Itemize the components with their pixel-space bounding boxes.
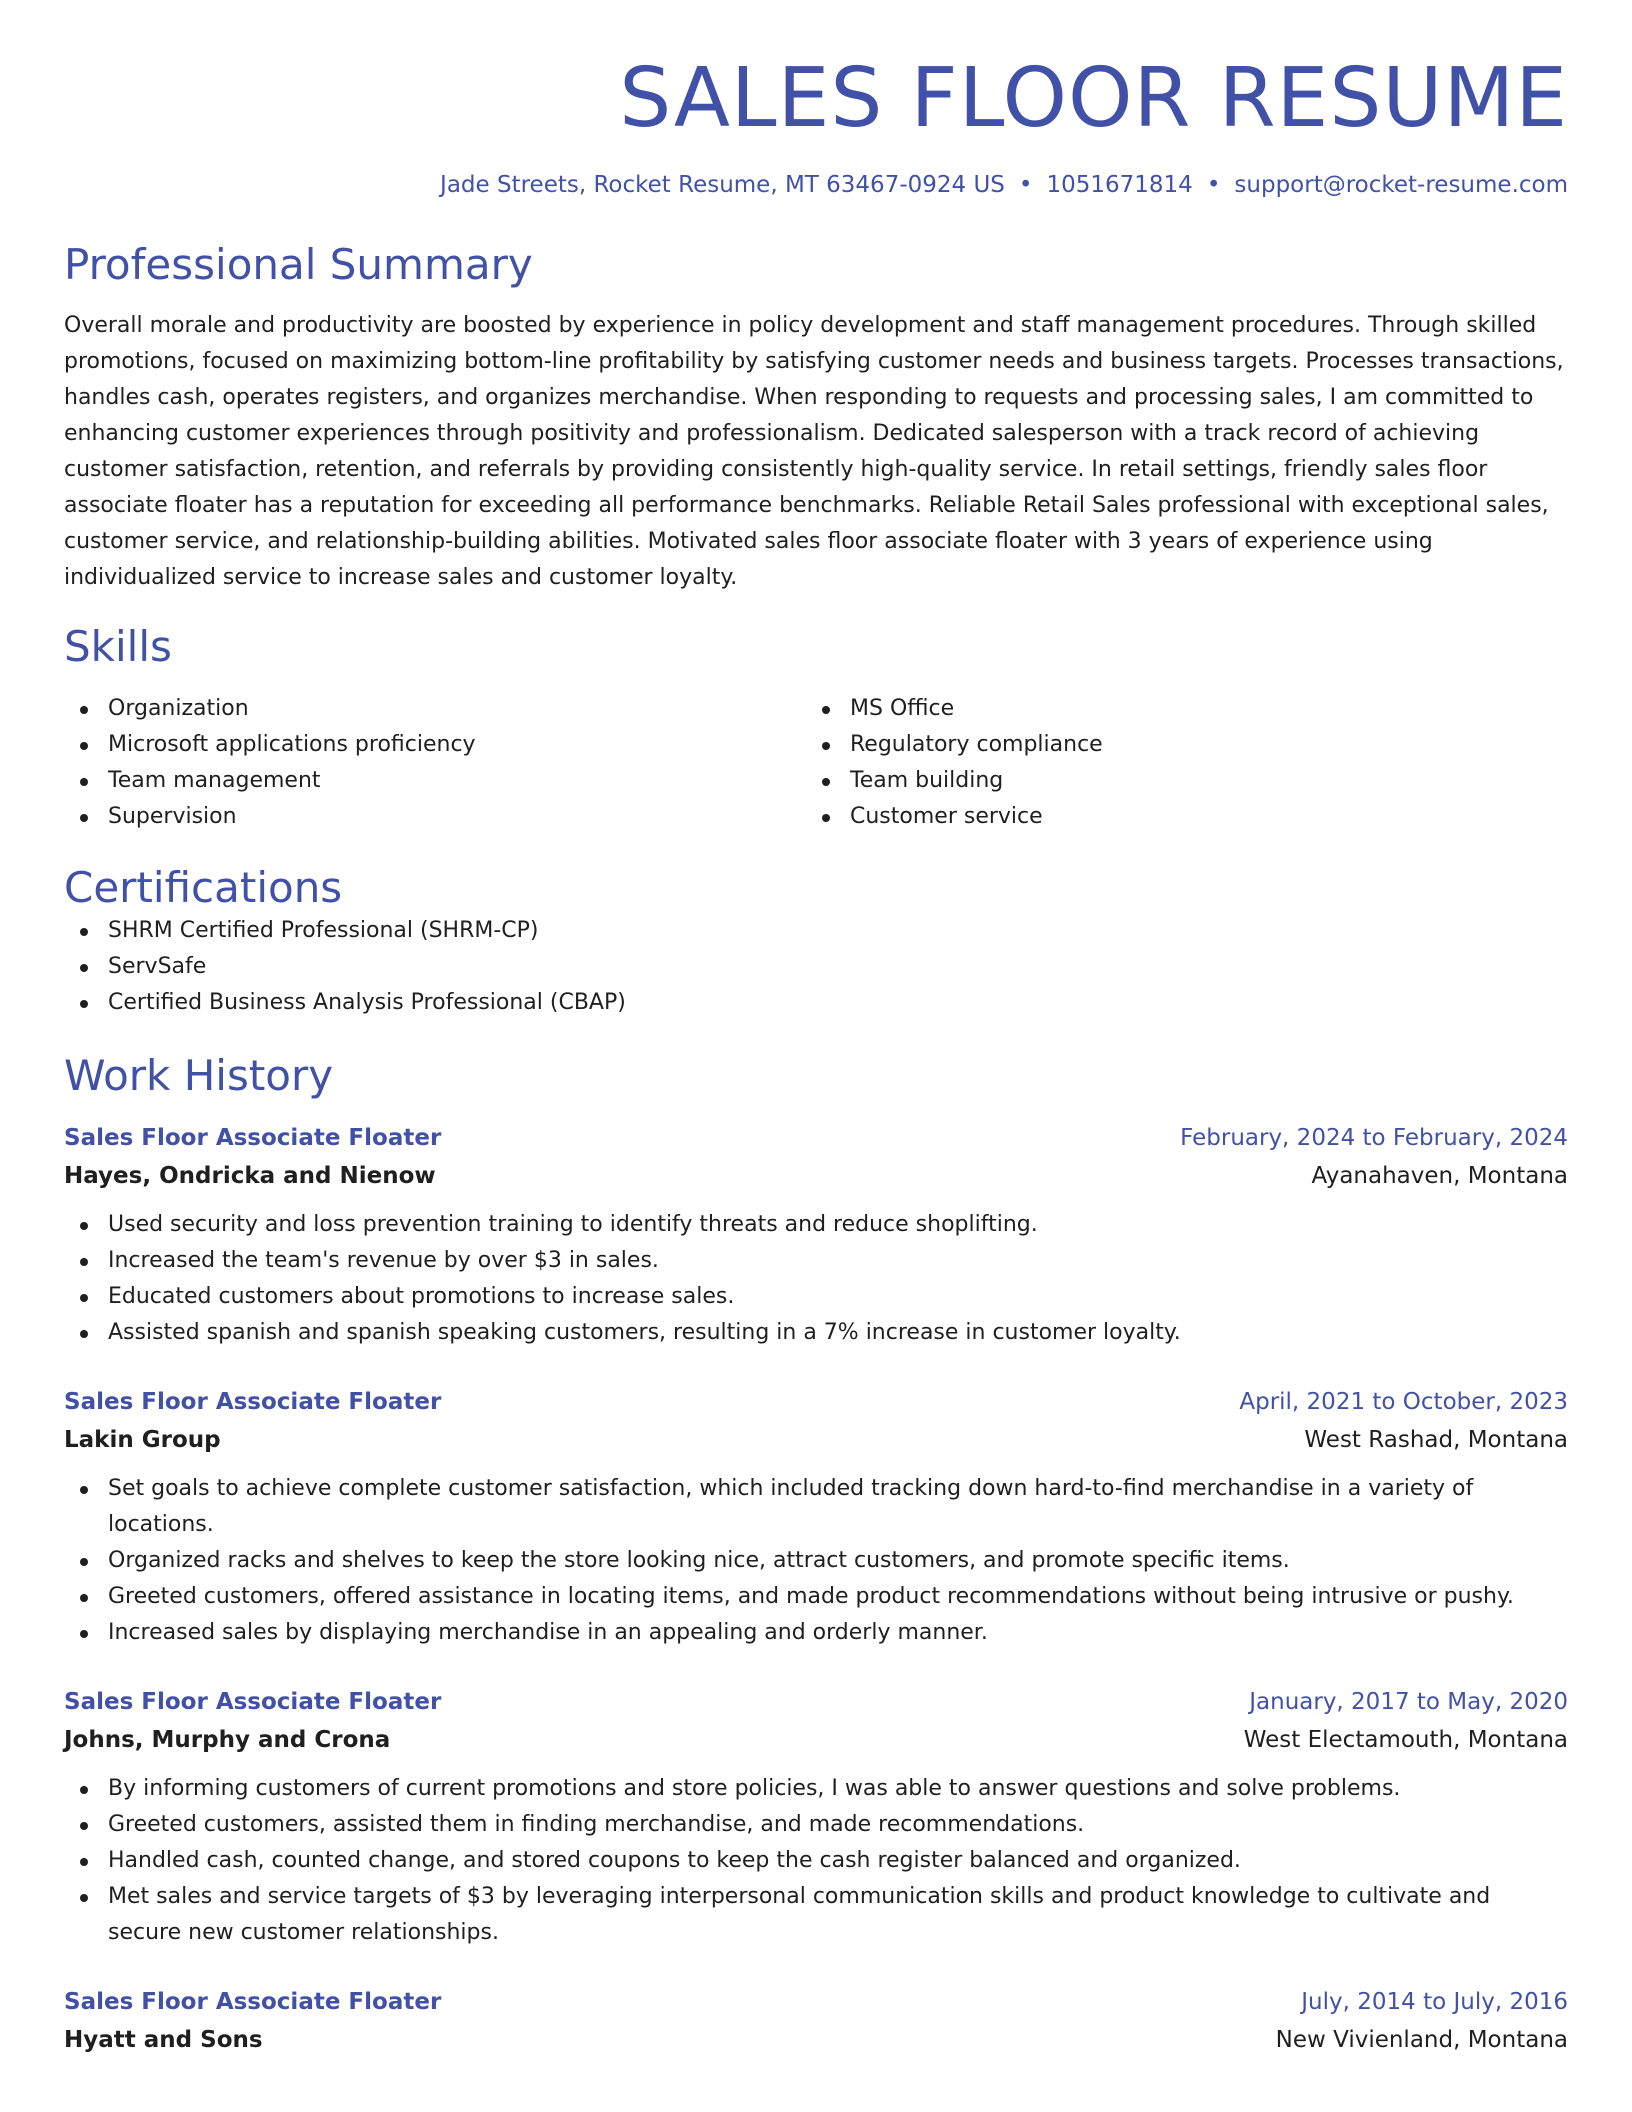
skill-item: Team building <box>806 763 1548 799</box>
job-company: Lakin Group <box>64 1427 221 1454</box>
contact-separator: • <box>1018 172 1033 199</box>
work-history-heading: Work History <box>64 1051 334 1101</box>
certification-item: Certified Business Analysis Professional (CBAP) <box>64 985 1568 1021</box>
certification-item: ServSafe <box>64 949 1568 985</box>
job-dates: February, 2024 to February, 2024 <box>1180 1125 1568 1152</box>
summary-text: Overall morale and productivity are boosted by experience in policy development and staff management procedures. Through skilled promotions, focused on maximizing bottom-line profitability by satisfying customer needs and business targets. Processes transactions, handles cash, operates registers, and organizes merchandise. When responding to requests and processing sales, I am committed to enhancing customer experiences through positivity and professionalism. Dedicated salesperson with a track record of achieving customer satisfaction, retention, and referrals by providing consistently high-quality service. In retail settings, friendly sales floor associate floater has a reputation for exceeding all performance benchmarks. Reliable Retail Sales professional with exceptional sales, customer service, and relationship-building abilities. Motivated sales floor associate floater with 3 years of experience using individualized service to increase sales and customer loyalty. <box>64 313 1564 591</box>
contact-address: Jade Streets, Rocket Resume, MT 63467-0924 US <box>440 172 1005 199</box>
job-duty-item: Increased sales by displaying merchandise in an appealing and orderly manner. <box>64 1615 1568 1651</box>
job-company-row <box>64 2021 1568 2059</box>
skills-column-right <box>806 691 1548 835</box>
skills-heading: Skills <box>64 622 172 672</box>
skills-list-left <box>64 691 806 835</box>
certifications-list <box>64 913 1568 1021</box>
job-duty-item: Greeted customers, offered assistance in locating items, and made product recommendations without being intrusive or pushy. <box>64 1579 1568 1615</box>
job-title: Sales Floor Associate Floater <box>64 1125 442 1152</box>
job-duty-item: Handled cash, counted change, and stored coupons to keep the cash register balanced and organized. <box>64 1843 1568 1879</box>
job-duty-item: Educated customers about promotions to increase sales. <box>64 1279 1568 1315</box>
job-header-row <box>64 1683 1568 1721</box>
job-duties-list <box>64 1471 1568 1651</box>
job-title: Sales Floor Associate Floater <box>64 1989 442 2016</box>
job-duty-item: Greeted customers, assisted them in finding merchandise, and made recommendations. <box>64 1807 1568 1843</box>
job-header-row <box>64 1119 1568 1157</box>
job-location: West Electamouth, Montana <box>1243 1727 1568 1754</box>
job-duties-list <box>64 1207 1568 1351</box>
job-title: Sales Floor Associate Floater <box>64 1689 442 1716</box>
contact-line <box>64 172 1568 200</box>
job-title: Sales Floor Associate Floater <box>64 1389 442 1416</box>
skill-item: Customer service <box>806 799 1548 835</box>
job-dates: April, 2021 to October, 2023 <box>1239 1389 1568 1416</box>
skills-column-left <box>64 691 806 835</box>
skill-item: Microsoft applications proficiency <box>64 727 806 763</box>
job-duty-item: Assisted spanish and spanish speaking customers, resulting in a 7% increase in customer loyalty. <box>64 1315 1568 1351</box>
job-header-row <box>64 1383 1568 1421</box>
job-entry <box>64 1983 1568 2059</box>
job-company: Hayes, Ondricka and Nienow <box>64 1163 436 1190</box>
job-entry <box>64 1119 1568 1351</box>
job-duty-item: Organized racks and shelves to keep the store looking nice, attract customers, and promote specific items. <box>64 1543 1568 1579</box>
skill-item: Organization <box>64 691 806 727</box>
job-company: Johns, Murphy and Crona <box>64 1727 391 1754</box>
job-duty-item: Set goals to achieve complete customer satisfaction, which included tracking down hard-to-find merchandise in a variety of locations. <box>64 1471 1568 1543</box>
job-entry <box>64 1683 1568 1951</box>
job-location: West Rashad, Montana <box>1304 1427 1568 1454</box>
job-duty-item: By informing customers of current promotions and store policies, I was able to answer questions and solve problems. <box>64 1771 1568 1807</box>
skills-list-right <box>806 691 1548 835</box>
job-company-row <box>64 1421 1568 1459</box>
job-dates: July, 2014 to July, 2016 <box>1301 1989 1568 2016</box>
job-duties-list <box>64 1771 1568 1951</box>
job-entry <box>64 1383 1568 1651</box>
certification-item: SHRM Certified Professional (SHRM-CP) <box>64 913 1568 949</box>
certifications-heading: Certifications <box>64 862 343 912</box>
skill-item: MS Office <box>806 691 1548 727</box>
job-duty-item: Increased the team's revenue by over $3 in sales. <box>64 1243 1568 1279</box>
job-duty-item: Used security and loss prevention training to identify threats and reduce shoplifting. <box>64 1207 1568 1243</box>
job-dates: January, 2017 to May, 2020 <box>1249 1689 1568 1716</box>
contact-separator: • <box>1206 172 1221 199</box>
job-company-row <box>64 1157 1568 1195</box>
contact-phone: 1051671814 <box>1046 172 1193 199</box>
job-header-row <box>64 1983 1568 2021</box>
job-duty-item: Met sales and service targets of $3 by leveraging interpersonal communication skills and product knowledge to cultivate and secure new customer relationships. <box>64 1879 1568 1951</box>
skill-item: Regulatory compliance <box>806 727 1548 763</box>
contact-email: support@rocket-resume.com <box>1234 172 1568 199</box>
job-company: Hyatt and Sons <box>64 2027 263 2054</box>
skill-item: Supervision <box>64 799 806 835</box>
job-company-row <box>64 1721 1568 1759</box>
skill-item: Team management <box>64 763 806 799</box>
resume-name: SALES FLOOR RESUME <box>619 51 1568 146</box>
job-location: Ayanahaven, Montana <box>1311 1163 1568 1190</box>
summary-heading: Professional Summary <box>64 239 533 289</box>
job-location: New Vivienland, Montana <box>1275 2027 1568 2054</box>
skills-grid <box>64 691 1568 835</box>
